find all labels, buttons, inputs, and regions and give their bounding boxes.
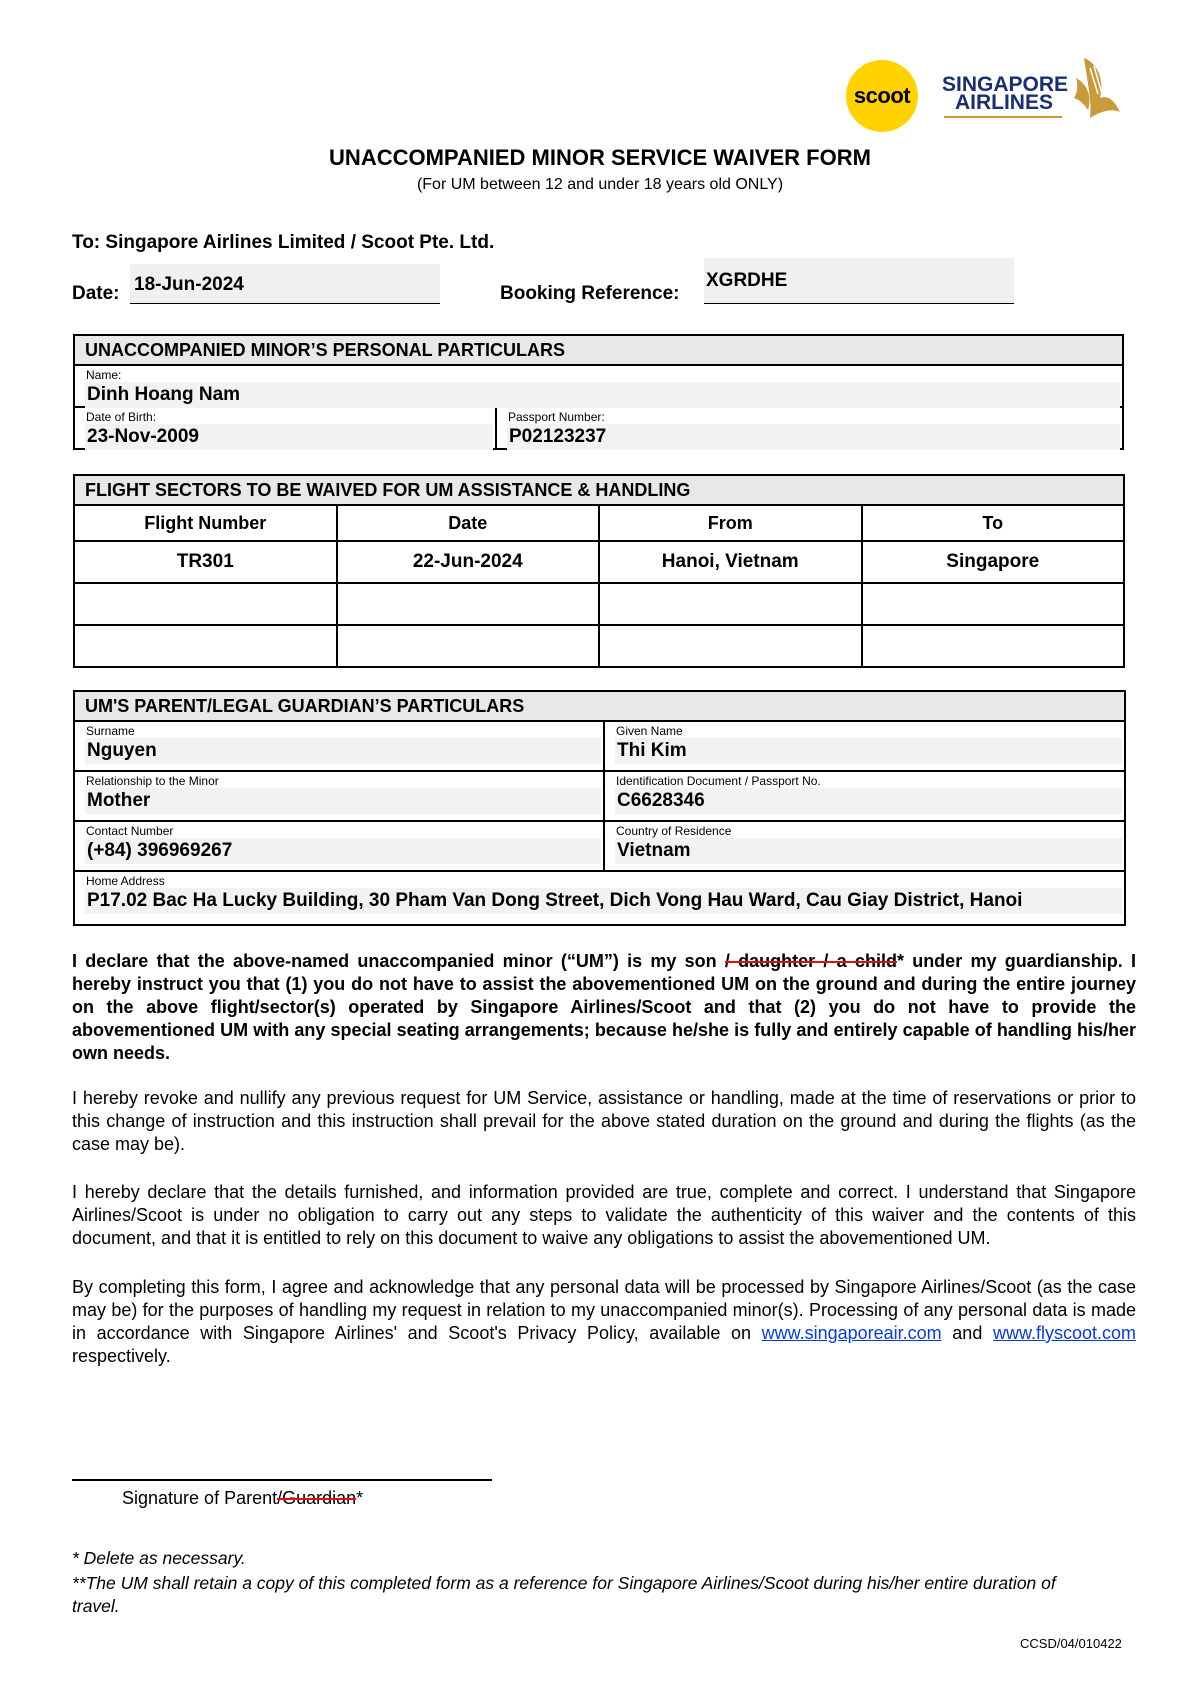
minor-particulars-heading: UNACCOMPANIED MINOR’S PERSONAL PARTICULARS	[75, 336, 1122, 366]
given-name-field[interactable]: Thi Kim	[615, 738, 1122, 764]
col-flight-number: Flight Number	[74, 505, 337, 541]
footnote-retain-copy: **The UM shall retain a copy of this completed form as a reference for Singapore Airlines/Scoot during his/her entire duration of travel.	[72, 1573, 1056, 1616]
col-to: To	[862, 505, 1125, 541]
id-document-field[interactable]: C6628346	[615, 788, 1122, 814]
flight-row	[74, 583, 1124, 625]
singaporeair-link[interactable]: www.singaporeair.com	[761, 1323, 942, 1343]
struck-text: /Guardian	[277, 1488, 357, 1508]
minor-name-label: Name:	[86, 368, 122, 382]
truth-declaration-paragraph: I hereby declare that the details furnished, and information provided are true, complete and correct. I understand that Singapore Airlines/Scoot is under no obligation to carry out any steps to validate the authenticity of this waiver and the contents of this document, and that it is entitled to rely on this document to waive any obligations to assist the abovementioned UM.	[72, 1182, 1136, 1248]
minor-name-field[interactable]: Dinh Hoang Nam	[85, 382, 1120, 408]
privacy-text: By completing this form, I agree and acknowledge that any personal data will be processed by Singapore Airlines/Scoot (as the case may be) for the purposes of handling my request in relation to my unaccompanied minor(s). Processing of any personal data is made in accordance with Singapore Airlines' and Scoot's Privacy Policy, available on	[72, 1277, 1136, 1343]
form-subtitle: (For UM between 12 and under 18 years old ONLY)	[416, 176, 784, 193]
flight-from-cell[interactable]	[599, 583, 862, 625]
booking-reference-field[interactable]: XGRDHE	[704, 258, 1014, 304]
scoot-logo	[846, 60, 918, 132]
sia-bird-icon	[1070, 54, 1122, 120]
passport-label: Passport Number:	[508, 410, 605, 424]
signature-label-text: Signature of Parent	[122, 1488, 278, 1508]
col-date: Date	[337, 505, 600, 541]
surname-field[interactable]: Nguyen	[85, 738, 601, 764]
flight-sectors-section	[73, 474, 1125, 668]
given-name-label: Given Name	[616, 724, 683, 738]
flight-from-cell[interactable]: Hanoi, Vietnam	[599, 541, 862, 583]
home-address-label: Home Address	[86, 874, 165, 888]
id-document-label: Identification Document / Passport No.	[616, 774, 821, 788]
scoot-logo-text: scoot	[853, 83, 911, 108]
form-code: CCSD/04/010422	[1020, 1636, 1122, 1651]
flyscoot-link[interactable]: www.flyscoot.com	[992, 1323, 1136, 1343]
date-field[interactable]: 18-Jun-2024	[130, 264, 440, 304]
dob-field[interactable]: 23-Nov-2009	[85, 424, 493, 450]
flight-number-cell[interactable]	[74, 625, 337, 667]
col-from: From	[599, 505, 862, 541]
flight-to-cell[interactable]	[862, 625, 1125, 667]
footnote-delete: * Delete as necessary.	[72, 1548, 246, 1568]
flight-to-cell[interactable]	[862, 583, 1125, 625]
signature-label	[122, 1488, 363, 1509]
flight-sectors-table	[73, 474, 1125, 668]
privacy-paragraph	[72, 1276, 1136, 1368]
privacy-text: respectively.	[72, 1346, 171, 1366]
contact-number-label: Contact Number	[86, 824, 174, 838]
relationship-field[interactable]: Mother	[85, 788, 601, 814]
passport-field[interactable]: P02123237	[507, 424, 1120, 450]
flight-from-cell[interactable]	[599, 625, 862, 667]
country-field[interactable]: Vietnam	[615, 838, 1122, 864]
signature-label-text: *	[356, 1488, 364, 1508]
addressee: To: Singapore Airlines Limited / Scoot Pte. Ltd.	[72, 232, 495, 253]
sia-logo-line1: SINGAPORE	[942, 73, 1069, 96]
form-title: UNACCOMPANIED MINOR SERVICE WAIVER FORM	[329, 145, 871, 170]
date-label: Date:	[72, 283, 120, 304]
flight-date-cell[interactable]: 22-Jun-2024	[337, 541, 600, 583]
struck-text: / daughter / a child	[724, 951, 897, 971]
flight-sectors-heading: FLIGHT SECTORS TO BE WAIVED FOR UM ASSISTANCE & HANDLING	[74, 475, 1124, 505]
dob-label: Date of Birth:	[86, 410, 157, 424]
flight-row	[74, 541, 1124, 583]
declaration-text: I declare that the above-named unaccompanied minor (“UM”) is my son	[72, 951, 725, 971]
country-label: Country of Residence	[616, 824, 732, 838]
guardian-particulars-heading: UM'S PARENT/LEGAL GUARDIAN’S PARTICULARS	[75, 692, 1124, 722]
relationship-label: Relationship to the Minor	[86, 774, 219, 788]
declaration-paragraph-1	[72, 950, 1136, 1065]
flight-date-cell[interactable]	[337, 625, 600, 667]
booking-reference-label: Booking Reference:	[500, 283, 680, 304]
guardian-particulars-section	[73, 690, 1126, 926]
signature-line[interactable]	[72, 1479, 492, 1481]
surname-label: Surname	[86, 724, 135, 738]
minor-particulars-section	[73, 334, 1124, 450]
sia-logo-line2: AIRLINES	[954, 91, 1053, 114]
declaration-text: * under my guardianship. I hereby instruct you that (1) you do not have to assist the abovementioned UM on the ground and during the entire journey on the above flight/sector(s) operated by Singapore Airlines/Scoot and that (2) you do not have to provide the abovementioned UM with any special seating arrangements; because he/she is fully and entirely capable of handling his/her own needs.	[72, 951, 1136, 1063]
revocation-paragraph: I hereby revoke and nullify any previous request for UM Service, assistance or handling, made at the time of reservations or prior to this change of instruction and this instruction shall prevail for the above stated duration on the ground and during the flights (as the case may be).	[72, 1088, 1136, 1154]
privacy-text: and	[941, 1323, 993, 1343]
contact-number-field[interactable]: (+84) 396969267	[85, 838, 601, 864]
home-address-field[interactable]: P17.02 Bac Ha Lucky Building, 30 Pham Van Dong Street, Dich Vong Hau Ward, Cau Giay District, Hanoi	[85, 888, 1122, 914]
flight-number-cell[interactable]	[74, 583, 337, 625]
flight-date-cell[interactable]	[337, 583, 600, 625]
flight-to-cell[interactable]: Singapore	[862, 541, 1125, 583]
singapore-airlines-logo	[942, 54, 1122, 122]
flight-number-cell[interactable]: TR301	[74, 541, 337, 583]
flight-row	[74, 625, 1124, 667]
